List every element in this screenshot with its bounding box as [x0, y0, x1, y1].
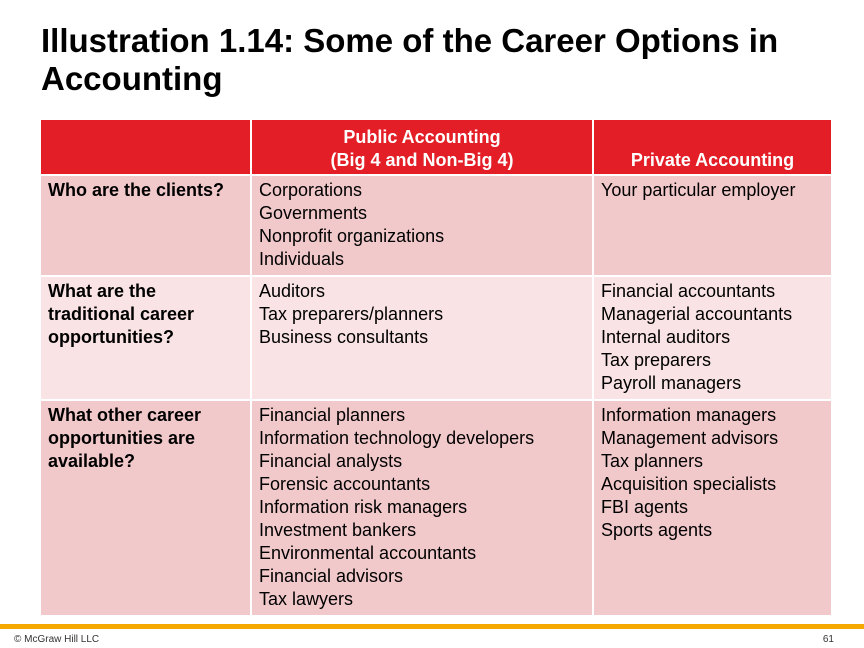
list-item: Sports agents — [601, 520, 713, 540]
list-item: Acquisition specialists — [601, 474, 777, 494]
table-row-clients — [40, 175, 832, 276]
list-item: Your particular employer — [601, 180, 796, 200]
page-number: 61 — [822, 634, 834, 645]
header-empty-cell — [40, 119, 251, 175]
row-label-line: traditional career — [48, 304, 195, 324]
row-label: Who are the clients? — [40, 175, 251, 276]
list-item: Financial analysts — [259, 451, 403, 471]
list-item: Financial advisors — [259, 566, 404, 586]
row-label-line: What are the — [48, 281, 157, 301]
row-label-line: opportunities are — [48, 428, 196, 448]
private-cell — [593, 276, 832, 400]
row-label-line: opportunities? — [48, 327, 174, 347]
list-item: Nonprofit organizations — [259, 226, 445, 246]
list-item: Information technology developers — [259, 428, 535, 448]
list-item: Corporations — [259, 180, 363, 200]
private-cell — [593, 400, 832, 616]
list-item: Auditors — [259, 281, 326, 301]
header-public-accounting — [251, 119, 593, 175]
public-cell — [251, 175, 593, 276]
list-item: Business consultants — [259, 327, 429, 347]
list-item: Financial planners — [259, 405, 406, 425]
list-item: Forensic accountants — [259, 474, 431, 494]
row-label-line: available? — [48, 451, 136, 471]
list-item: Environmental accountants — [259, 543, 477, 563]
header-private-accounting: Private Accounting — [593, 119, 832, 175]
career-options-table — [39, 118, 833, 617]
list-item: Governments — [259, 203, 368, 223]
list-item: Management advisors — [601, 428, 779, 448]
table-header-row — [40, 119, 832, 175]
list-item: Tax planners — [601, 451, 704, 471]
list-item: Information risk managers — [259, 497, 468, 517]
list-item: Tax lawyers — [259, 589, 354, 609]
list-item: Individuals — [259, 249, 345, 269]
public-cell — [251, 400, 593, 616]
footer-copyright: © McGraw Hill LLC — [14, 634, 100, 645]
footer-divider — [0, 624, 864, 629]
row-label — [40, 276, 251, 400]
list-item: Information managers — [601, 405, 777, 425]
list-item: Tax preparers — [601, 350, 712, 370]
row-label — [40, 400, 251, 616]
table-row-traditional — [40, 276, 832, 400]
private-cell — [593, 175, 832, 276]
list-item: Internal auditors — [601, 327, 731, 347]
public-cell — [251, 276, 593, 400]
list-item: FBI agents — [601, 497, 689, 517]
header-public-line2: (Big 4 and Non-Big 4) — [330, 150, 514, 170]
header-public-line1: Public Accounting — [343, 127, 501, 147]
list-item: Investment bankers — [259, 520, 417, 540]
row-label-line: What other career — [48, 405, 202, 425]
list-item: Managerial accountants — [601, 304, 793, 324]
list-item: Tax preparers/planners — [259, 304, 444, 324]
list-item: Payroll managers — [601, 373, 742, 393]
list-item: Financial accountants — [601, 281, 776, 301]
table-row-other — [40, 400, 832, 616]
slide-title: Illustration 1.14: Some of the Career Options in Accounting — [41, 22, 779, 97]
